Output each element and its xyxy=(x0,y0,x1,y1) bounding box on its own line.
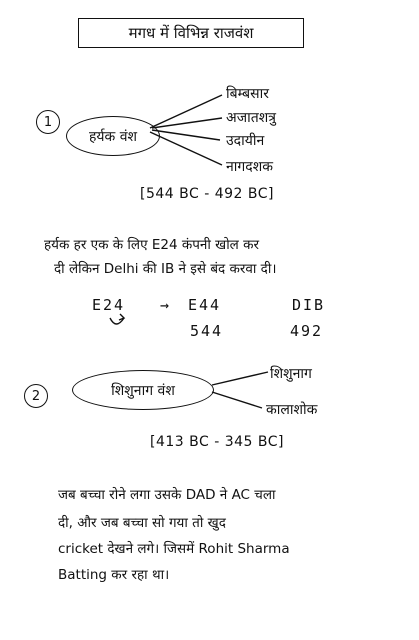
arrow-right: → xyxy=(160,296,172,314)
code-e24: E24 xyxy=(92,296,126,314)
mnemonic2-line2: दी, और जब बच्चा सो गया तो खुद xyxy=(58,515,226,531)
mnemonic2-line1: जब बच्चा रोने लगा उसके DAD ने AC चला xyxy=(58,487,276,503)
section-number-2: 2 xyxy=(24,384,48,408)
ruler-kalashoka: कालाशोक xyxy=(266,402,318,418)
period-shishunaga: [413 BC - 345 BC] xyxy=(150,434,284,450)
page-title: मगध में विभिन्न राजवंश xyxy=(78,18,304,48)
dynasty-oval-haryanka: हर्यक वंश xyxy=(66,116,160,156)
code-e44: E44 xyxy=(188,296,222,314)
code-492: 492 xyxy=(290,322,324,340)
mnemonic2-line3: cricket देखने लगे। जिसमें Rohit Sharma xyxy=(58,541,290,557)
connector-line-4 xyxy=(150,132,222,165)
ruler-shishunaga: शिशुनाग xyxy=(270,366,312,382)
connector-line-5 xyxy=(212,372,268,385)
code-544: 544 xyxy=(190,322,224,340)
ruler-ajatashatru: अजातशत्रु xyxy=(226,110,276,126)
mnemonic1-line1: हर्यक हर एक के लिए E24 कंपनी खोल कर xyxy=(44,237,260,253)
connector-line-6 xyxy=(212,392,262,408)
dynasty-oval-shishunaga: शिशुनाग वंश xyxy=(72,370,214,410)
connector-line-3 xyxy=(152,130,220,140)
code-dib: DIB xyxy=(292,296,326,314)
ruler-bimbisara: बिम्बसार xyxy=(226,86,269,102)
mnemonic2-line4: Batting कर रहा था। xyxy=(58,567,170,583)
mnemonic1-line2: दी लेकिन Delhi की IB ने इसे बंद करवा दी। xyxy=(54,261,277,277)
ruler-udayin: उदायीन xyxy=(226,133,265,149)
ruler-nagadashaka: नागदशक xyxy=(226,159,273,175)
section-number-1: 1 xyxy=(36,110,60,134)
period-haryanka: [544 BC - 492 BC] xyxy=(140,186,274,202)
